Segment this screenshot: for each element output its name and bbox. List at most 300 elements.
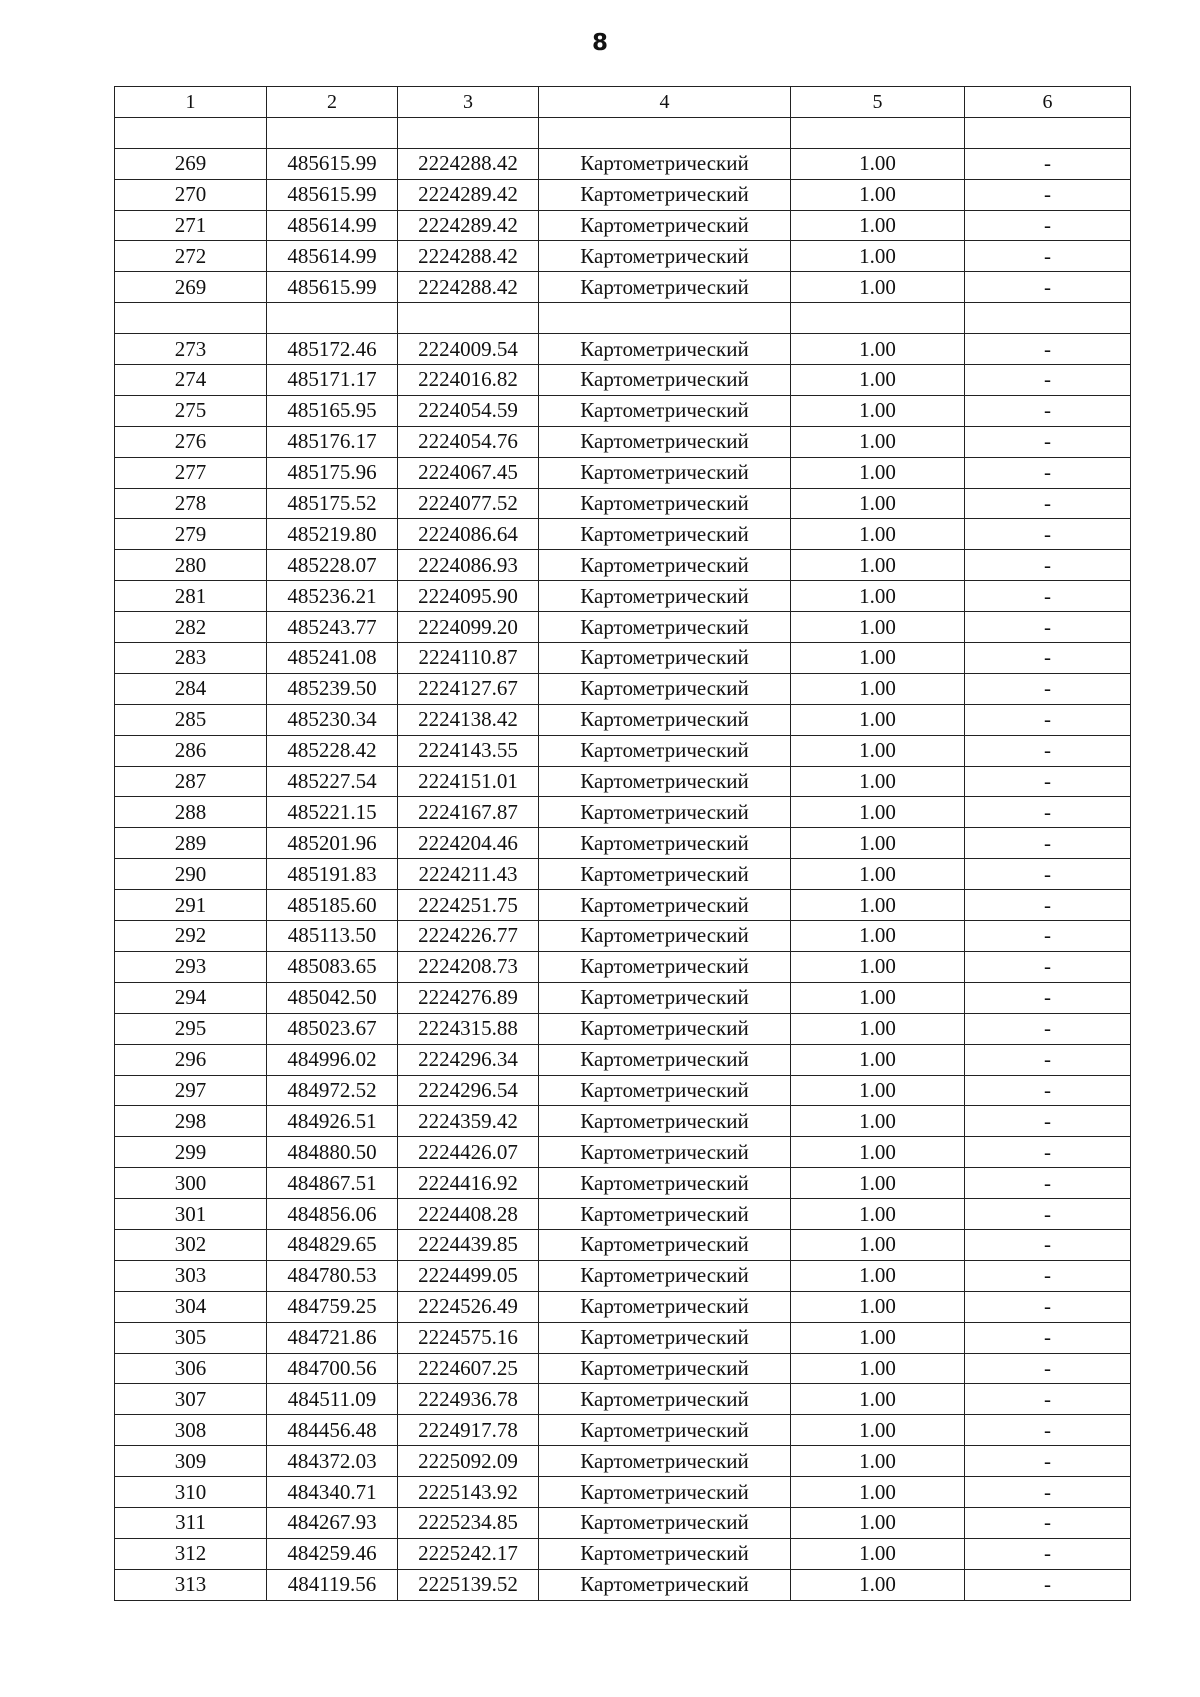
x-coordinate-cell: 484880.50 bbox=[267, 1137, 398, 1168]
note-cell: - bbox=[965, 1507, 1131, 1538]
table-row bbox=[115, 612, 1131, 643]
x-coordinate-cell: 485191.83 bbox=[267, 859, 398, 890]
y-coordinate-cell: 2224315.88 bbox=[398, 1013, 539, 1044]
method-cell: Картометрический bbox=[539, 1477, 791, 1508]
note-cell: - bbox=[965, 982, 1131, 1013]
point-number-cell: 301 bbox=[115, 1199, 267, 1230]
method-cell: Картометрический bbox=[539, 828, 791, 859]
accuracy-cell: 1.00 bbox=[791, 365, 965, 396]
accuracy-cell: 1.00 bbox=[791, 1229, 965, 1260]
table-row bbox=[115, 1353, 1131, 1384]
y-coordinate-cell: 2224296.54 bbox=[398, 1075, 539, 1106]
table-header bbox=[115, 87, 1131, 118]
y-coordinate-cell: 2224359.42 bbox=[398, 1106, 539, 1137]
x-coordinate-cell: 485176.17 bbox=[267, 426, 398, 457]
point-number-cell: 284 bbox=[115, 673, 267, 704]
point-number-cell: 278 bbox=[115, 488, 267, 519]
point-number-cell: 281 bbox=[115, 581, 267, 612]
table-row bbox=[115, 859, 1131, 890]
x-coordinate-cell: 485615.99 bbox=[267, 148, 398, 179]
table-row bbox=[115, 1477, 1131, 1508]
column-header: 3 bbox=[398, 87, 539, 118]
method-cell: Картометрический bbox=[539, 921, 791, 952]
point-number-cell: 292 bbox=[115, 921, 267, 952]
method-cell bbox=[539, 303, 791, 334]
x-coordinate-cell: 484721.86 bbox=[267, 1322, 398, 1353]
note-cell: - bbox=[965, 1415, 1131, 1446]
y-coordinate-cell: 2224426.07 bbox=[398, 1137, 539, 1168]
x-coordinate-cell: 485241.08 bbox=[267, 643, 398, 674]
y-coordinate-cell: 2224607.25 bbox=[398, 1353, 539, 1384]
table-row bbox=[115, 828, 1131, 859]
y-coordinate-cell: 2224009.54 bbox=[398, 334, 539, 365]
accuracy-cell: 1.00 bbox=[791, 1106, 965, 1137]
table-row bbox=[115, 457, 1131, 488]
x-coordinate-cell: 485175.52 bbox=[267, 488, 398, 519]
method-cell: Картометрический bbox=[539, 951, 791, 982]
y-coordinate-cell: 2224077.52 bbox=[398, 488, 539, 519]
table-row bbox=[115, 581, 1131, 612]
method-cell: Картометрический bbox=[539, 395, 791, 426]
method-cell: Картометрический bbox=[539, 704, 791, 735]
accuracy-cell: 1.00 bbox=[791, 1044, 965, 1075]
method-cell: Картометрический bbox=[539, 1199, 791, 1230]
method-cell: Картометрический bbox=[539, 550, 791, 581]
point-number-cell: 299 bbox=[115, 1137, 267, 1168]
accuracy-cell: 1.00 bbox=[791, 1415, 965, 1446]
x-coordinate-cell bbox=[267, 117, 398, 148]
note-cell: - bbox=[965, 1168, 1131, 1199]
y-coordinate-cell: 2225234.85 bbox=[398, 1507, 539, 1538]
method-cell: Картометрический bbox=[539, 1260, 791, 1291]
x-coordinate-cell: 484511.09 bbox=[267, 1384, 398, 1415]
y-coordinate-cell: 2224276.89 bbox=[398, 982, 539, 1013]
table-row bbox=[115, 1013, 1131, 1044]
accuracy-cell: 1.00 bbox=[791, 426, 965, 457]
method-cell: Картометрический bbox=[539, 1291, 791, 1322]
note-cell: - bbox=[965, 1446, 1131, 1477]
method-cell: Картометрический bbox=[539, 426, 791, 457]
accuracy-cell: 1.00 bbox=[791, 334, 965, 365]
point-number-cell: 296 bbox=[115, 1044, 267, 1075]
table-row bbox=[115, 1199, 1131, 1230]
accuracy-cell: 1.00 bbox=[791, 241, 965, 272]
point-number-cell: 308 bbox=[115, 1415, 267, 1446]
table-row bbox=[115, 1291, 1131, 1322]
point-number-cell: 291 bbox=[115, 890, 267, 921]
accuracy-cell: 1.00 bbox=[791, 581, 965, 612]
x-coordinate-cell: 485042.50 bbox=[267, 982, 398, 1013]
note-cell: - bbox=[965, 1199, 1131, 1230]
note-cell: - bbox=[965, 210, 1131, 241]
method-cell: Картометрический bbox=[539, 643, 791, 674]
accuracy-cell: 1.00 bbox=[791, 1168, 965, 1199]
x-coordinate-cell: 484267.93 bbox=[267, 1507, 398, 1538]
method-cell: Картометрический bbox=[539, 581, 791, 612]
x-coordinate-cell: 484996.02 bbox=[267, 1044, 398, 1075]
table-row bbox=[115, 982, 1131, 1013]
y-coordinate-cell: 2224288.42 bbox=[398, 272, 539, 303]
note-cell: - bbox=[965, 612, 1131, 643]
table-row bbox=[115, 643, 1131, 674]
note-cell: - bbox=[965, 1229, 1131, 1260]
table-row bbox=[115, 766, 1131, 797]
y-coordinate-cell bbox=[398, 117, 539, 148]
y-coordinate-cell: 2224289.42 bbox=[398, 179, 539, 210]
point-number-cell: 312 bbox=[115, 1538, 267, 1569]
table-row bbox=[115, 1168, 1131, 1199]
note-cell: - bbox=[965, 1075, 1131, 1106]
point-number-cell: 286 bbox=[115, 735, 267, 766]
x-coordinate-cell: 485228.42 bbox=[267, 735, 398, 766]
x-coordinate-cell: 484856.06 bbox=[267, 1199, 398, 1230]
note-cell: - bbox=[965, 797, 1131, 828]
accuracy-cell: 1.00 bbox=[791, 643, 965, 674]
accuracy-cell: 1.00 bbox=[791, 890, 965, 921]
accuracy-cell: 1.00 bbox=[791, 1477, 965, 1508]
y-coordinate-cell: 2224296.34 bbox=[398, 1044, 539, 1075]
table-row bbox=[115, 673, 1131, 704]
point-number-cell: 269 bbox=[115, 272, 267, 303]
y-coordinate-cell: 2224204.46 bbox=[398, 828, 539, 859]
x-coordinate-cell: 485236.21 bbox=[267, 581, 398, 612]
y-coordinate-cell: 2224526.49 bbox=[398, 1291, 539, 1322]
method-cell: Картометрический bbox=[539, 1168, 791, 1199]
y-coordinate-cell: 2224408.28 bbox=[398, 1199, 539, 1230]
accuracy-cell bbox=[791, 117, 965, 148]
table-body bbox=[115, 117, 1131, 1600]
accuracy-cell: 1.00 bbox=[791, 1199, 965, 1230]
point-number-cell: 275 bbox=[115, 395, 267, 426]
method-cell: Картометрический bbox=[539, 1384, 791, 1415]
y-coordinate-cell bbox=[398, 303, 539, 334]
note-cell: - bbox=[965, 859, 1131, 890]
point-number-cell: 272 bbox=[115, 241, 267, 272]
method-cell: Картометрический bbox=[539, 148, 791, 179]
accuracy-cell: 1.00 bbox=[791, 766, 965, 797]
accuracy-cell: 1.00 bbox=[791, 673, 965, 704]
y-coordinate-cell: 2224575.16 bbox=[398, 1322, 539, 1353]
x-coordinate-cell: 485615.99 bbox=[267, 179, 398, 210]
x-coordinate-cell: 485185.60 bbox=[267, 890, 398, 921]
table-row bbox=[115, 334, 1131, 365]
y-coordinate-cell: 2224251.75 bbox=[398, 890, 539, 921]
accuracy-cell: 1.00 bbox=[791, 1260, 965, 1291]
accuracy-cell: 1.00 bbox=[791, 1507, 965, 1538]
y-coordinate-cell: 2224099.20 bbox=[398, 612, 539, 643]
point-number-cell: 313 bbox=[115, 1569, 267, 1600]
accuracy-cell: 1.00 bbox=[791, 921, 965, 952]
y-coordinate-cell: 2224138.42 bbox=[398, 704, 539, 735]
point-number-cell: 280 bbox=[115, 550, 267, 581]
table-row bbox=[115, 365, 1131, 396]
y-coordinate-cell: 2224226.77 bbox=[398, 921, 539, 952]
note-cell bbox=[965, 117, 1131, 148]
method-cell: Картометрический bbox=[539, 1353, 791, 1384]
point-number-cell: 307 bbox=[115, 1384, 267, 1415]
x-coordinate-cell: 485230.34 bbox=[267, 704, 398, 735]
point-number-cell: 293 bbox=[115, 951, 267, 982]
point-number-cell: 285 bbox=[115, 704, 267, 735]
column-header: 5 bbox=[791, 87, 965, 118]
column-header: 1 bbox=[115, 87, 267, 118]
x-coordinate-cell: 484926.51 bbox=[267, 1106, 398, 1137]
method-cell: Картометрический bbox=[539, 1538, 791, 1569]
y-coordinate-cell: 2224211.43 bbox=[398, 859, 539, 890]
point-number-cell: 297 bbox=[115, 1075, 267, 1106]
table-row bbox=[115, 426, 1131, 457]
method-cell: Картометрический bbox=[539, 612, 791, 643]
note-cell: - bbox=[965, 395, 1131, 426]
x-coordinate-cell: 484340.71 bbox=[267, 1477, 398, 1508]
note-cell: - bbox=[965, 488, 1131, 519]
x-coordinate-cell: 484456.48 bbox=[267, 1415, 398, 1446]
accuracy-cell: 1.00 bbox=[791, 1137, 965, 1168]
note-cell bbox=[965, 303, 1131, 334]
point-number-cell bbox=[115, 117, 267, 148]
note-cell: - bbox=[965, 581, 1131, 612]
column-header: 2 bbox=[267, 87, 398, 118]
accuracy-cell: 1.00 bbox=[791, 735, 965, 766]
x-coordinate-cell: 485221.15 bbox=[267, 797, 398, 828]
method-cell: Картометрический bbox=[539, 735, 791, 766]
point-number-cell: 305 bbox=[115, 1322, 267, 1353]
method-cell: Картометрический bbox=[539, 1044, 791, 1075]
x-coordinate-cell: 485201.96 bbox=[267, 828, 398, 859]
header-row bbox=[115, 87, 1131, 118]
table-row bbox=[115, 704, 1131, 735]
accuracy-cell: 1.00 bbox=[791, 179, 965, 210]
accuracy-cell: 1.00 bbox=[791, 1013, 965, 1044]
method-cell: Картометрический bbox=[539, 334, 791, 365]
method-cell: Картометрический bbox=[539, 1013, 791, 1044]
note-cell: - bbox=[965, 1538, 1131, 1569]
x-coordinate-cell: 484759.25 bbox=[267, 1291, 398, 1322]
accuracy-cell: 1.00 bbox=[791, 704, 965, 735]
point-number-cell: 282 bbox=[115, 612, 267, 643]
y-coordinate-cell: 2224086.93 bbox=[398, 550, 539, 581]
note-cell: - bbox=[965, 148, 1131, 179]
table-row bbox=[115, 921, 1131, 952]
table-row bbox=[115, 1538, 1131, 1569]
y-coordinate-cell: 2224439.85 bbox=[398, 1229, 539, 1260]
accuracy-cell: 1.00 bbox=[791, 272, 965, 303]
table-row bbox=[115, 951, 1131, 982]
note-cell: - bbox=[965, 1013, 1131, 1044]
table-row bbox=[115, 1229, 1131, 1260]
table-row bbox=[115, 1106, 1131, 1137]
x-coordinate-cell: 484972.52 bbox=[267, 1075, 398, 1106]
point-number-cell: 289 bbox=[115, 828, 267, 859]
method-cell: Картометрический bbox=[539, 179, 791, 210]
table-row bbox=[115, 890, 1131, 921]
x-coordinate-cell: 485175.96 bbox=[267, 457, 398, 488]
method-cell: Картометрический bbox=[539, 1322, 791, 1353]
y-coordinate-cell: 2224143.55 bbox=[398, 735, 539, 766]
note-cell: - bbox=[965, 1353, 1131, 1384]
point-number-cell: 300 bbox=[115, 1168, 267, 1199]
point-number-cell: 288 bbox=[115, 797, 267, 828]
note-cell: - bbox=[965, 272, 1131, 303]
table-row bbox=[115, 395, 1131, 426]
point-number-cell: 276 bbox=[115, 426, 267, 457]
note-cell: - bbox=[965, 1260, 1131, 1291]
table-row bbox=[115, 1384, 1131, 1415]
accuracy-cell: 1.00 bbox=[791, 1538, 965, 1569]
x-coordinate-cell: 485023.67 bbox=[267, 1013, 398, 1044]
method-cell: Картометрический bbox=[539, 272, 791, 303]
note-cell: - bbox=[965, 1044, 1131, 1075]
point-number-cell: 304 bbox=[115, 1291, 267, 1322]
table-row bbox=[115, 1322, 1131, 1353]
method-cell: Картометрический bbox=[539, 673, 791, 704]
method-cell: Картометрический bbox=[539, 1229, 791, 1260]
method-cell: Картометрический bbox=[539, 859, 791, 890]
x-coordinate-cell: 484372.03 bbox=[267, 1446, 398, 1477]
column-header: 4 bbox=[539, 87, 791, 118]
x-coordinate-cell: 484780.53 bbox=[267, 1260, 398, 1291]
method-cell: Картометрический bbox=[539, 890, 791, 921]
accuracy-cell: 1.00 bbox=[791, 488, 965, 519]
column-header: 6 bbox=[965, 87, 1131, 118]
table-row bbox=[115, 735, 1131, 766]
note-cell: - bbox=[965, 519, 1131, 550]
y-coordinate-cell: 2224054.76 bbox=[398, 426, 539, 457]
point-number-cell: 295 bbox=[115, 1013, 267, 1044]
point-number-cell: 303 bbox=[115, 1260, 267, 1291]
x-coordinate-cell: 485113.50 bbox=[267, 921, 398, 952]
y-coordinate-cell: 2224067.45 bbox=[398, 457, 539, 488]
note-cell: - bbox=[965, 921, 1131, 952]
method-cell: Картометрический bbox=[539, 1415, 791, 1446]
y-coordinate-cell: 2224499.05 bbox=[398, 1260, 539, 1291]
method-cell: Картометрический bbox=[539, 797, 791, 828]
accuracy-cell: 1.00 bbox=[791, 1446, 965, 1477]
table-row bbox=[115, 241, 1131, 272]
note-cell: - bbox=[965, 766, 1131, 797]
method-cell: Картометрический bbox=[539, 488, 791, 519]
note-cell: - bbox=[965, 334, 1131, 365]
point-number-cell: 269 bbox=[115, 148, 267, 179]
x-coordinate-cell: 485228.07 bbox=[267, 550, 398, 581]
point-number-cell: 294 bbox=[115, 982, 267, 1013]
note-cell: - bbox=[965, 951, 1131, 982]
x-coordinate-cell: 485172.46 bbox=[267, 334, 398, 365]
table-row bbox=[115, 148, 1131, 179]
point-number-cell: 302 bbox=[115, 1229, 267, 1260]
accuracy-cell: 1.00 bbox=[791, 519, 965, 550]
x-coordinate-cell: 484119.56 bbox=[267, 1569, 398, 1600]
point-number-cell: 310 bbox=[115, 1477, 267, 1508]
point-number-cell: 273 bbox=[115, 334, 267, 365]
accuracy-cell: 1.00 bbox=[791, 612, 965, 643]
point-number-cell: 271 bbox=[115, 210, 267, 241]
accuracy-cell: 1.00 bbox=[791, 982, 965, 1013]
note-cell: - bbox=[965, 457, 1131, 488]
accuracy-cell: 1.00 bbox=[791, 1384, 965, 1415]
y-coordinate-cell: 2225143.92 bbox=[398, 1477, 539, 1508]
point-number-cell: 287 bbox=[115, 766, 267, 797]
accuracy-cell: 1.00 bbox=[791, 859, 965, 890]
y-coordinate-cell: 2224936.78 bbox=[398, 1384, 539, 1415]
note-cell: - bbox=[965, 1106, 1131, 1137]
y-coordinate-cell: 2224110.87 bbox=[398, 643, 539, 674]
point-number-cell: 311 bbox=[115, 1507, 267, 1538]
method-cell: Картометрический bbox=[539, 1569, 791, 1600]
y-coordinate-cell: 2224208.73 bbox=[398, 951, 539, 982]
method-cell: Картометрический bbox=[539, 766, 791, 797]
y-coordinate-cell: 2224416.92 bbox=[398, 1168, 539, 1199]
note-cell: - bbox=[965, 1291, 1131, 1322]
note-cell: - bbox=[965, 426, 1131, 457]
table-row bbox=[115, 1137, 1131, 1168]
point-number-cell: 306 bbox=[115, 1353, 267, 1384]
x-coordinate-cell: 484829.65 bbox=[267, 1229, 398, 1260]
x-coordinate-cell: 484700.56 bbox=[267, 1353, 398, 1384]
x-coordinate-cell: 485243.77 bbox=[267, 612, 398, 643]
point-number-cell: 309 bbox=[115, 1446, 267, 1477]
x-coordinate-cell: 485171.17 bbox=[267, 365, 398, 396]
accuracy-cell: 1.00 bbox=[791, 148, 965, 179]
note-cell: - bbox=[965, 1569, 1131, 1600]
table-row bbox=[115, 1044, 1131, 1075]
y-coordinate-cell: 2224095.90 bbox=[398, 581, 539, 612]
table-row bbox=[115, 117, 1131, 148]
table-row bbox=[115, 1075, 1131, 1106]
note-cell: - bbox=[965, 241, 1131, 272]
note-cell: - bbox=[965, 828, 1131, 859]
accuracy-cell: 1.00 bbox=[791, 828, 965, 859]
x-coordinate-cell: 485614.99 bbox=[267, 210, 398, 241]
point-number-cell: 279 bbox=[115, 519, 267, 550]
method-cell: Картометрический bbox=[539, 241, 791, 272]
point-number-cell: 270 bbox=[115, 179, 267, 210]
point-number-cell: 290 bbox=[115, 859, 267, 890]
table-row bbox=[115, 1260, 1131, 1291]
method-cell: Картометрический bbox=[539, 210, 791, 241]
x-coordinate-cell bbox=[267, 303, 398, 334]
method-cell: Картометрический bbox=[539, 1137, 791, 1168]
y-coordinate-cell: 2224086.64 bbox=[398, 519, 539, 550]
y-coordinate-cell: 2224288.42 bbox=[398, 241, 539, 272]
y-coordinate-cell: 2224288.42 bbox=[398, 148, 539, 179]
point-number-cell bbox=[115, 303, 267, 334]
accuracy-cell: 1.00 bbox=[791, 1291, 965, 1322]
y-coordinate-cell: 2224054.59 bbox=[398, 395, 539, 426]
note-cell: - bbox=[965, 673, 1131, 704]
method-cell: Картометрический bbox=[539, 1075, 791, 1106]
accuracy-cell: 1.00 bbox=[791, 1569, 965, 1600]
note-cell: - bbox=[965, 179, 1131, 210]
y-coordinate-cell: 2224917.78 bbox=[398, 1415, 539, 1446]
note-cell: - bbox=[965, 1322, 1131, 1353]
table-row bbox=[115, 1446, 1131, 1477]
accuracy-cell: 1.00 bbox=[791, 550, 965, 581]
table-row bbox=[115, 1415, 1131, 1446]
accuracy-cell: 1.00 bbox=[791, 797, 965, 828]
accuracy-cell: 1.00 bbox=[791, 1075, 965, 1106]
x-coordinate-cell: 485227.54 bbox=[267, 766, 398, 797]
method-cell: Картометрический bbox=[539, 1446, 791, 1477]
method-cell: Картометрический bbox=[539, 519, 791, 550]
accuracy-cell: 1.00 bbox=[791, 1322, 965, 1353]
point-number-cell: 298 bbox=[115, 1106, 267, 1137]
accuracy-cell: 1.00 bbox=[791, 210, 965, 241]
y-coordinate-cell: 2224016.82 bbox=[398, 365, 539, 396]
x-coordinate-cell: 485165.95 bbox=[267, 395, 398, 426]
note-cell: - bbox=[965, 365, 1131, 396]
y-coordinate-cell: 2224151.01 bbox=[398, 766, 539, 797]
